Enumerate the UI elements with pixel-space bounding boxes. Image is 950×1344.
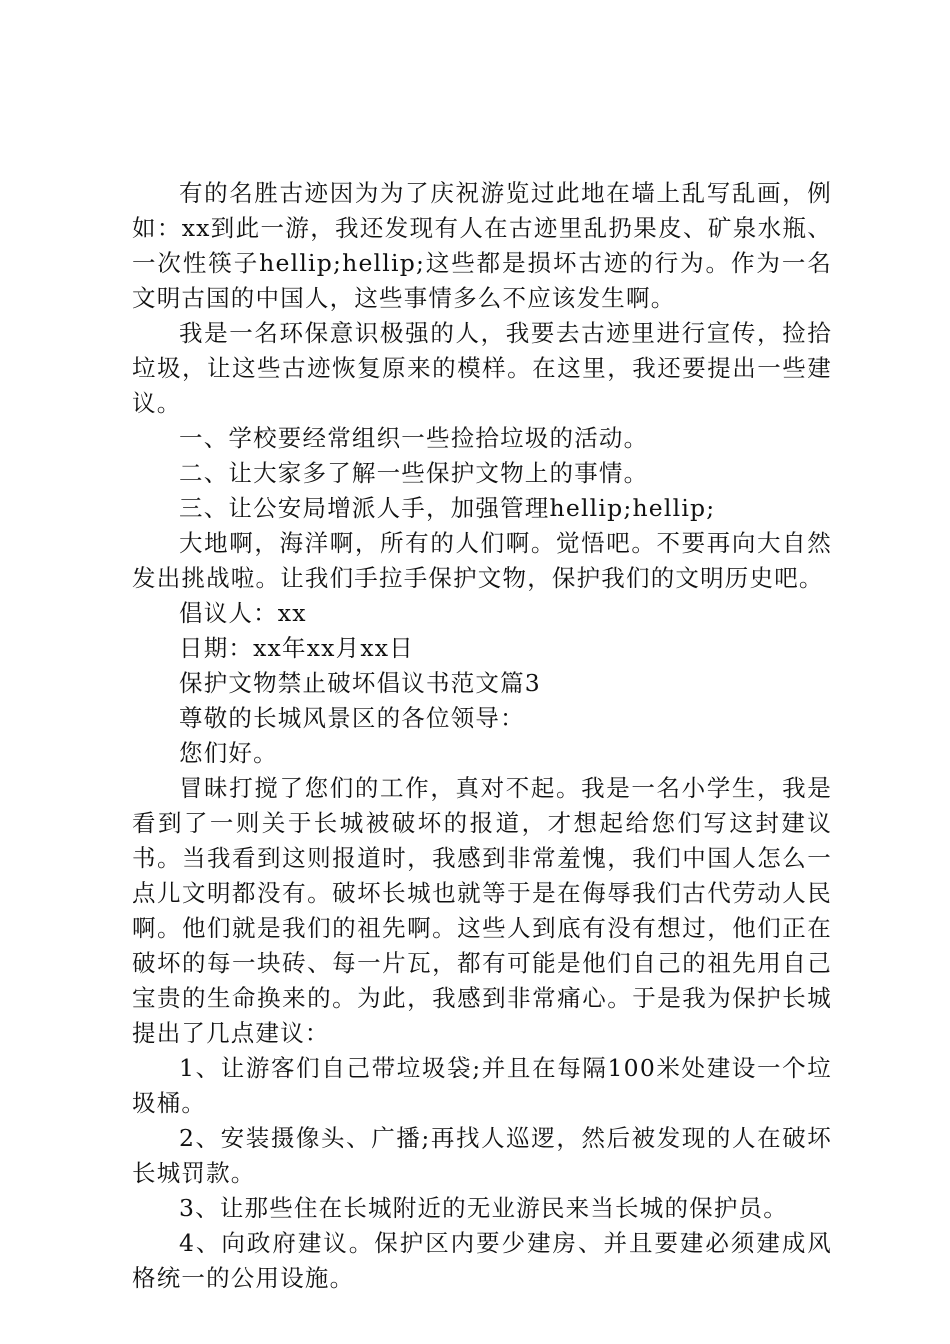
- suggestion-item-3: 三、让公安局增派人手，加强管理hellip;hellip;: [179, 494, 716, 522]
- section-title: 保护文物禁止破坏倡议书范文篇3: [179, 669, 541, 697]
- date-line: 日期：xx年xx月xx日: [179, 634, 414, 662]
- paragraph-environmental-awareness: 我是一名环保意识极强的人，我要去古迹里进行宣传，捡拾垃圾，让这些古迹恢复原来的模样。在这里，我还要提出一些建议。: [132, 319, 832, 417]
- paragraph-great-wall-report: 冒昧打搅了您们的工作，真对不起。我是一名小学生，我是看到了一则关于长城被破坏的报道，才想起给您们写这封建议书。当我看到这则报道时，我感到非常羞愧，我们中国人怎么一点儿文明都没有。破坏长城也就等于是在侮辱我们古代劳动人民啊。他们就是我们的祖先啊。这些人到底有没有想过，他们正在破坏的每一块砖、每一片瓦，都有可能是他们自己的祖先用自己宝贵的生命换来的。为此，我感到非常痛心。于是我为保护长城提出了几点建议：: [132, 774, 832, 1047]
- proposal-item-2: 2、安装摄像头、广播;再找人巡逻，然后被发现的人在破坏长城罚款。: [132, 1124, 832, 1187]
- suggestion-item-1: 一、学校要经常组织一些捡拾垃圾的活动。: [179, 424, 649, 452]
- greeting: 您们好。: [179, 739, 278, 767]
- document-body: [132, 176, 832, 1296]
- paragraph-heritage-damage: 有的名胜古迹因为为了庆祝游览过此地在墙上乱写乱画，例如：xx到此一游，我还发现有人在古迹里乱扔果皮、矿泉水瓶、一次性筷子hellip;hellip;这些都是损坏古迹的行为。作为一名文明古国的中国人，这些事情多么不应该发生啊。: [132, 179, 832, 312]
- paragraph-appeal: 大地啊，海洋啊，所有的人们啊。觉悟吧。不要再向大自然发出挑战啦。让我们手拉手保护文物，保护我们的文明历史吧。: [132, 529, 832, 592]
- proposal-item-4: 4、向政府建议。保护区内要少建房、并且要建必须建成风格统一的公用设施。: [132, 1229, 832, 1292]
- initiator-line: 倡议人：xx: [179, 599, 307, 627]
- proposal-item-3: 3、让那些住在长城附近的无业游民来当长城的保护员。: [179, 1194, 788, 1222]
- salutation: 尊敬的长城风景区的各位领导：: [179, 704, 525, 732]
- proposal-item-1: 1、让游客们自己带垃圾袋;并且在每隔100米处建设一个垃圾桶。: [132, 1054, 832, 1117]
- suggestion-item-2: 二、让大家多了解一些保护文物上的事情。: [179, 459, 649, 487]
